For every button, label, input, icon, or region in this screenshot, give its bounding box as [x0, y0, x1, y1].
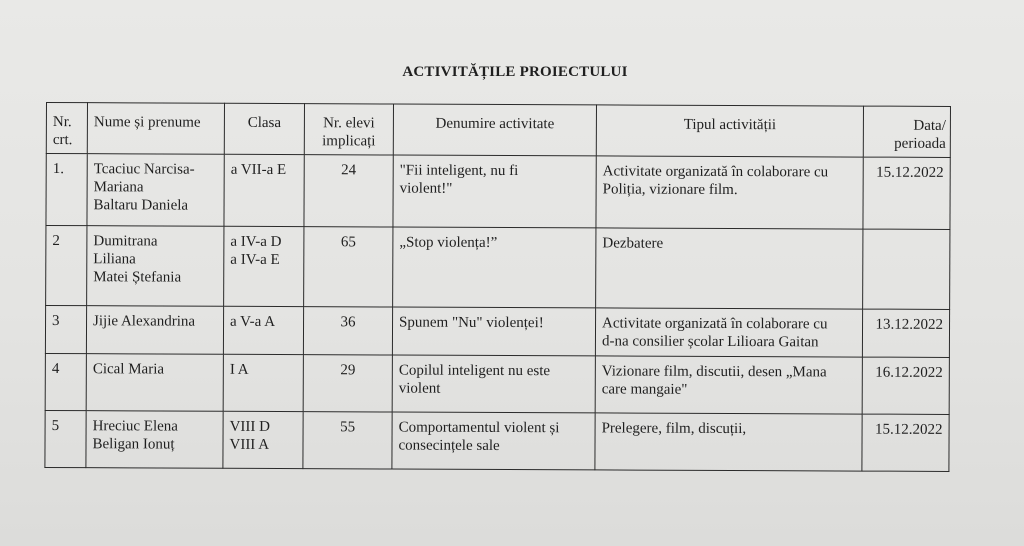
cell-tipul: Dezbatere [596, 228, 863, 309]
header-nr-crt: Nr. crt. [46, 103, 87, 154]
cell-nr: 4 [45, 353, 86, 410]
header-clasa: Clasa [224, 103, 304, 154]
cell-clasa: a V-a A [223, 306, 303, 354]
cell-denumire: Comportamentul violent și consecințele sale [392, 412, 595, 470]
cell-elevi: 55 [303, 412, 392, 469]
cell-data: 16.12.2022 [862, 357, 949, 414]
cell-data: 15.12.2022 [863, 157, 950, 229]
table-header-row [46, 103, 950, 158]
header-nr-elevi: Nr. elevi implicați [304, 104, 393, 155]
table-row [46, 154, 950, 230]
cell-nume: Tcaciuc Narcisa- Mariana Baltaru Daniela [87, 154, 224, 227]
cell-clasa: a IV-a D a IV-a E [224, 226, 304, 306]
header-nume: Nume și prenume [87, 103, 224, 155]
cell-data [863, 229, 950, 309]
cell-denumire: „Stop violența!” [393, 227, 596, 308]
table-row [45, 410, 949, 471]
table-row [45, 353, 949, 414]
cell-elevi: 24 [304, 155, 393, 227]
cell-tipul: Activitate organizată în colaborare cu d-na consilier școlar Lilioara Gaitan [595, 308, 862, 357]
cell-nr: 1. [46, 154, 87, 226]
table-row [46, 226, 950, 310]
header-tipul: Tipul activității [596, 105, 863, 157]
cell-elevi: 65 [304, 227, 393, 307]
cell-tipul: Vizionare film, discutii, desen „Mana care mangaie" [595, 356, 862, 414]
cell-tipul: Prelegere, film, discuții, [595, 413, 862, 471]
cell-clasa: I A [223, 354, 303, 411]
cell-clasa: a VII-a E [224, 154, 304, 226]
cell-nr: 3 [45, 306, 86, 354]
header-data: Data/ perioada [863, 106, 950, 157]
header-denumire: Denumire activitate [393, 104, 596, 156]
cell-denumire: "Fii inteligent, nu fi violent!" [393, 155, 596, 228]
cell-denumire: Spunem "Nu" violenței! [392, 307, 595, 356]
page-title: ACTIVITĂȚILE PROIECTULUI [402, 64, 628, 80]
cell-elevi: 29 [303, 355, 392, 412]
cell-nume: Jijie Alexandrina [86, 306, 223, 355]
cell-nume: Hreciuc Elena Beligan Ionuț [86, 411, 223, 469]
cell-data: 13.12.2022 [862, 309, 949, 357]
cell-elevi: 36 [303, 307, 392, 355]
cell-clasa: VIII D VIII A [223, 411, 303, 468]
table-row [45, 306, 949, 358]
activities-table [44, 102, 951, 472]
cell-nr: 2 [46, 226, 87, 306]
cell-nr: 5 [45, 410, 86, 467]
cell-data: 15.12.2022 [862, 414, 949, 471]
cell-tipul: Activitate organizată în colaborare cu Poliția, vizionare film. [596, 156, 863, 229]
cell-nume: Dumitrana Liliana Matei Ștefania [87, 226, 224, 307]
cell-nume: Cical Maria [86, 354, 223, 412]
cell-denumire: Copilul inteligent nu este violent [392, 355, 595, 413]
